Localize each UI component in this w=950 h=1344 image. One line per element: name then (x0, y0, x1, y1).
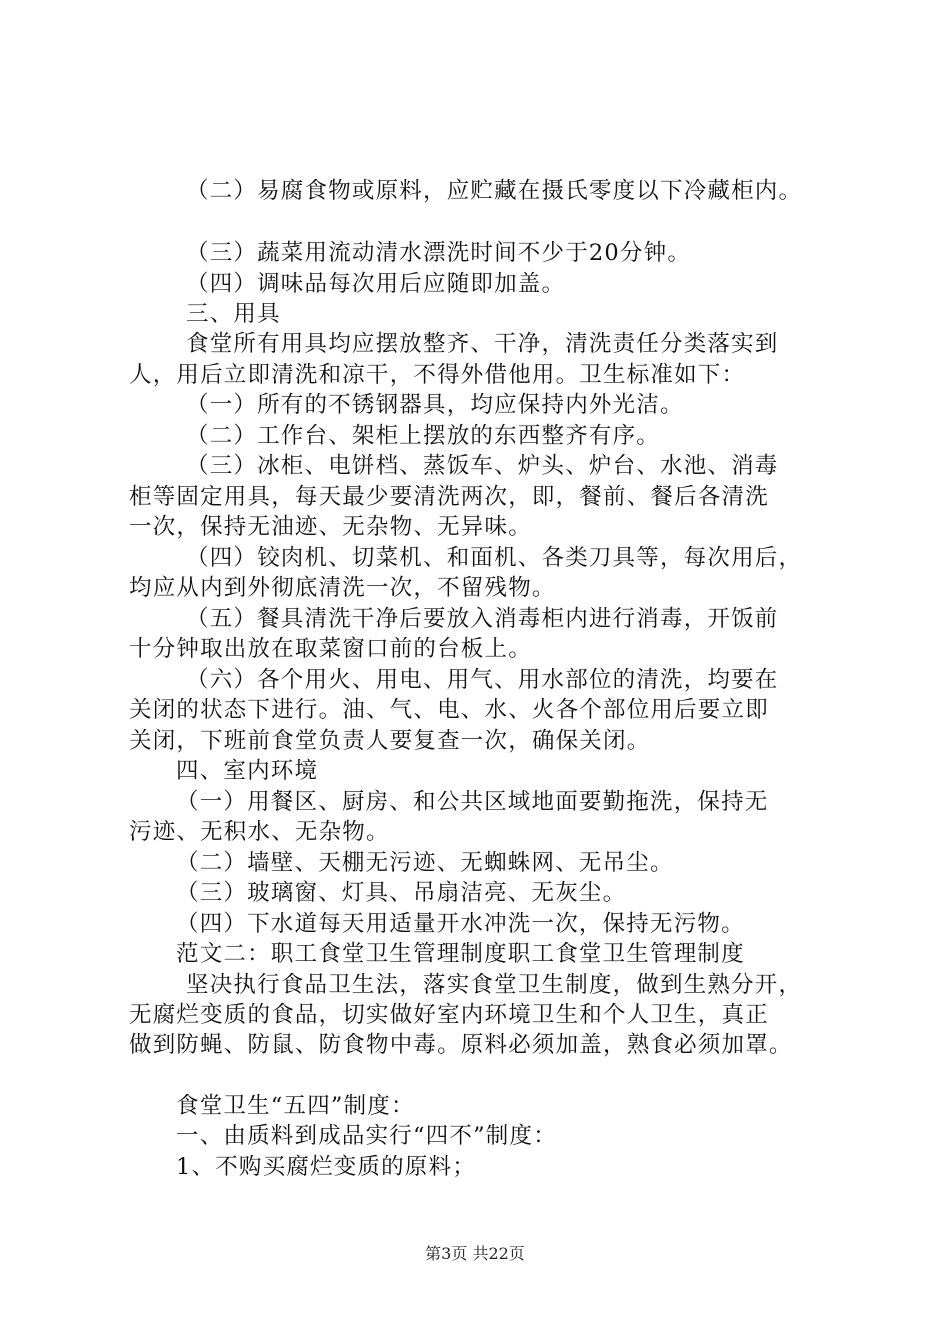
section-heading: 范文二：职工食堂卫生管理制度职工食堂卫生管理制度 (176, 941, 745, 967)
text-line: （五）餐具清洗干净后要放入消毒柜内进行消毒，开饭前 (186, 606, 779, 632)
text-line: 污迹、无积水、无杂物。 (129, 819, 390, 845)
text-line: 均应从内到外彻底清洗一次，不留残物。 (129, 575, 556, 601)
text-line: （四）调味品每次用后应随即加盖。 (186, 271, 566, 297)
text-line: 人，用后立即清洗和凉干，不得外借他用。卫生标准如下： (129, 362, 746, 388)
text-line: 柜等固定用具，每天最少要清洗两次，即，餐前、餐后各清洗 (129, 484, 769, 510)
text-line: 关闭，下班前食堂负责人要复查一次，确保关闭。 (129, 728, 651, 754)
text-line: （二）易腐食物或原料，应贮藏在摄氏零度以下冷藏柜内。 (186, 178, 803, 204)
text-line: 食堂所有用具均应摆放整齐、干净，清洗责任分类落实到 (186, 331, 779, 357)
text-line: （四）铰肉机、切菜机、和面机、各类刀具等，每次用后， (186, 545, 803, 571)
text-line: （一）用餐区、厨房、和公共区域地面要勤拖洗，保持无 (176, 789, 769, 815)
text-line: （二）墙壁、天棚无污迹、无蜘蛛网、无吊尘。 (176, 850, 674, 876)
section-heading: 三、用具 (186, 301, 281, 327)
page-number-footer: 第3页 共22页 (425, 1244, 525, 1263)
text-line: （四）下水道每天用适量开水冲洗一次，保持无污物。 (176, 911, 745, 937)
text-line: 关闭的状态下进行。油、气、电、水、火各个部位用后要立即 (129, 697, 769, 723)
text-line: 1、不购买腐烂变质的原料； (176, 1154, 476, 1180)
text-line: 食堂卫生“五四”制度： (176, 1093, 415, 1119)
text-line: （三）玻璃窗、灯具、吊扇洁亮、无灰尘。 (176, 880, 627, 906)
text-line: （三）蔬菜用流动清水漂洗时间不少于20分钟。 (186, 240, 692, 266)
text-line: （三）冰柜、电饼档、蒸饭车、炉头、炉台、水池、消毒 (186, 453, 779, 479)
text-line: （六）各个用火、用电、用气、用水部位的清洗，均要在 (186, 667, 779, 693)
text-line: 无腐烂变质的食品，切实做好室内环境卫生和个人卫生，真正 (129, 1002, 769, 1028)
text-line: 坚决执行食品卫生法，落实食堂卫生制度，做到生熟分开， (186, 972, 803, 998)
text-line: （二）工作台、架柜上摆放的东西整齐有序。 (186, 423, 661, 449)
section-heading: 四、室内环境 (176, 758, 319, 784)
text-line: 一、由质料到成品实行“四不”制度： (176, 1123, 557, 1149)
text-line: 一次，保持无油迹、无杂物、无异味。 (129, 514, 532, 540)
text-line: 做到防蝇、防鼠、防食物中毒。原料必须加盖，熟食必须加罩。 (129, 1032, 793, 1058)
text-line: （一）所有的不锈钢器具，均应保持内外光洁。 (186, 392, 684, 418)
text-line: 十分钟取出放在取菜窗口前的台板上。 (129, 636, 532, 662)
